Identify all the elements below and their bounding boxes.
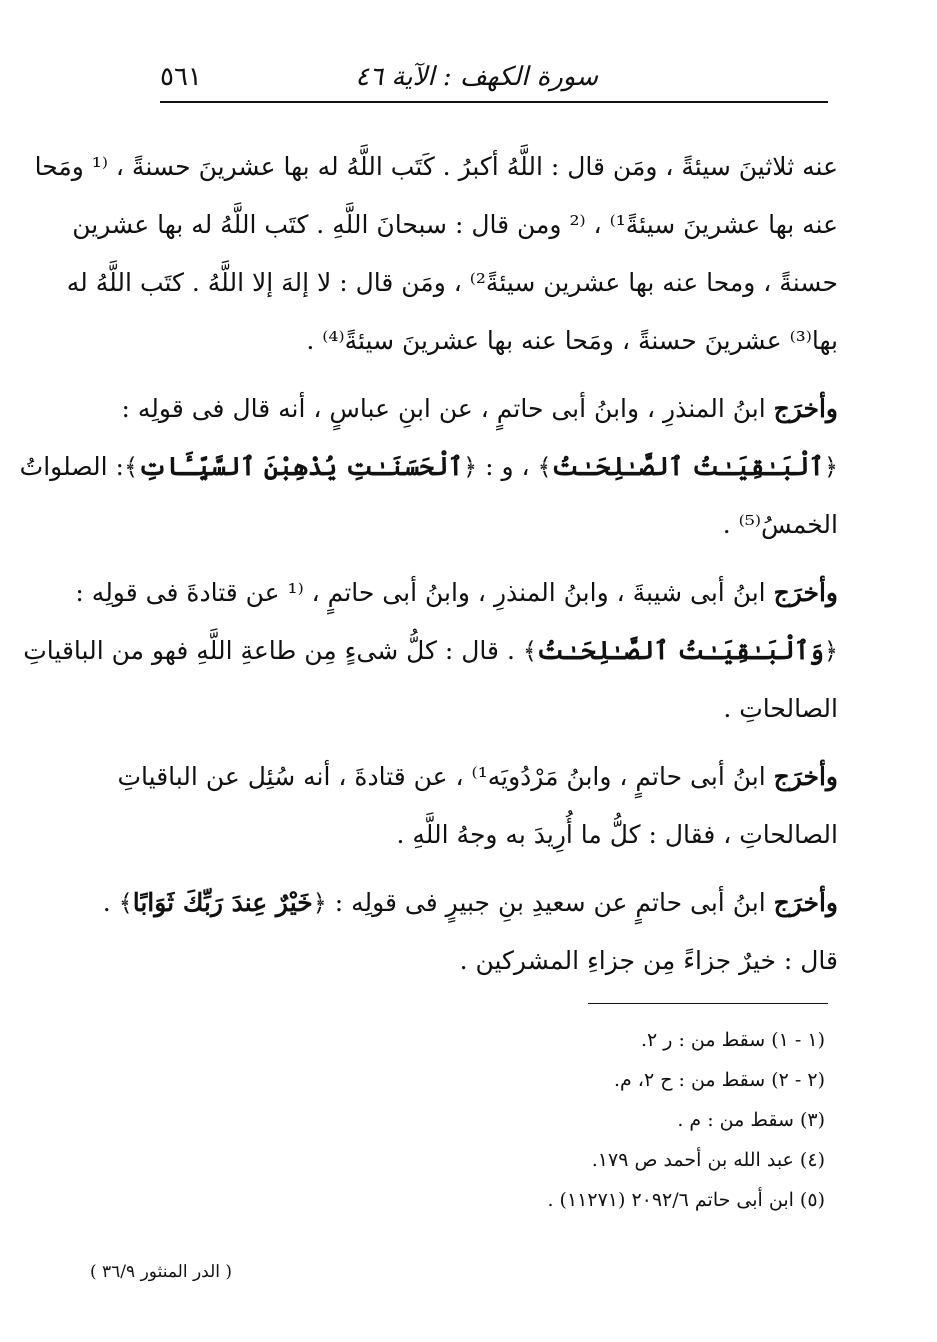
footnotes bbox=[405, 1020, 825, 1220]
text-segment: حسنةً ، ومحا عنه بها عشرين سيئةً²⁾ ، ومَن قال : لا إلهَ إلا اللَّهُ . كتَب اللَّهُ له bbox=[66, 268, 838, 297]
text-line bbox=[34, 138, 838, 196]
running-title: سورة الكهف : الآية ٤٦ bbox=[355, 62, 598, 92]
paragraph bbox=[102, 874, 838, 990]
text-segment: بها⁽³⁾ عشرينَ حسنةً ، ومَحا عنه بها عشرينَ سيئةً⁽⁴⁾ . bbox=[306, 326, 838, 355]
quran-bracket: ﴾ bbox=[537, 453, 552, 481]
text-line bbox=[150, 496, 838, 554]
text-segment: ابنُ المنذرِ ، وابنُ أبى حاتمٍ ، عن ابنِ عباسٍ ، أنه قال فى قولِه : bbox=[121, 394, 774, 423]
quran-bracket: ﴾ bbox=[118, 889, 133, 917]
text-segment: . bbox=[102, 888, 119, 917]
paragraph bbox=[19, 380, 838, 554]
header-rule bbox=[160, 101, 828, 103]
text-line bbox=[150, 680, 838, 738]
quran-bracket: ﴾ bbox=[123, 453, 139, 481]
source-reference: ( الدر المنثور ٣٦/٩ ) bbox=[90, 1262, 233, 1282]
quran-quote: ٱلْبَـٰقِيَـٰتُ ٱلصَّـٰلِحَـٰتُ bbox=[551, 452, 824, 481]
footnote-separator bbox=[588, 1003, 828, 1004]
page-header bbox=[160, 58, 828, 102]
text-line bbox=[121, 380, 838, 438]
lead-verb: وأخرَج bbox=[773, 578, 838, 607]
footnote: (٢ - ٢) سقط من : ح ٢، م. bbox=[613, 1069, 825, 1091]
text-line bbox=[117, 748, 838, 806]
text-line bbox=[23, 622, 838, 680]
footnote: (٤) عبد الله بن أحمد ص ١٧٩. bbox=[591, 1149, 825, 1171]
text-line bbox=[72, 196, 838, 254]
text-line bbox=[102, 874, 838, 932]
text-segment: : الصلواتُ bbox=[19, 452, 124, 481]
text-segment: . قال : كلُّ شىءٍ مِن طاعةِ اللَّهِ فهو من الباقياتِ bbox=[23, 636, 523, 665]
text-line bbox=[19, 438, 838, 496]
quran-bracket: ﴿ bbox=[823, 637, 838, 665]
text-line bbox=[75, 564, 838, 622]
text-segment: عنه بها عشرينَ سيئةً¹⁾ ، ⁽² ومن قال : سبحانَ اللَّهِ . كتَب اللَّهُ له بها عشرين bbox=[72, 210, 838, 239]
text-segment: الخمسُ⁽⁵⁾ . bbox=[722, 510, 838, 539]
quran-quote: ٱلْحَسَنَـٰتِ يُذْهِبْنَ ٱلسَّيِّـَٔاتِ bbox=[138, 452, 464, 481]
text-segment: الصالحاتِ . bbox=[723, 694, 838, 723]
paragraph bbox=[117, 748, 838, 864]
lead-verb: وأخرَج bbox=[773, 888, 838, 917]
lead-verb: وأخرَج bbox=[773, 762, 838, 791]
footnote: (١ - ١) سقط من : ر ٢. bbox=[640, 1029, 825, 1051]
quran-bracket: ﴾ bbox=[522, 637, 537, 665]
quran-quote: خَيْرٌ عِندَ رَبِّكَ ثَوَابًا bbox=[132, 888, 313, 917]
quran-quote: وَٱلْبَـٰقِيَـٰتُ ٱلصَّـٰلِحَـٰتُ bbox=[536, 636, 824, 665]
text-line bbox=[150, 932, 838, 990]
text-line bbox=[66, 254, 838, 312]
footnote: (٥) ابن أبى حاتم ٢٠٩٢/٦ (١١٢٧١) . bbox=[547, 1189, 825, 1211]
text-segment: الصالحاتِ ، فقال : كلُّ ما أُرِيدَ به وجهُ اللَّهِ . bbox=[396, 820, 838, 849]
text-segment: ابنُ أبى حاتمٍ عن سعيدِ بنِ جبيرٍ فى قولِه : bbox=[326, 888, 774, 917]
quran-bracket: ﴿ bbox=[463, 453, 478, 481]
text-segment: عنه ثلاثينَ سيئةً ، ومَن قال : اللَّهُ أكبرُ . كَتَب اللَّهُ له بها عشرينَ حسنةً ، ⁽¹ ومَحا bbox=[34, 152, 838, 181]
text-line bbox=[150, 312, 838, 370]
quran-bracket: ﴿ bbox=[312, 889, 327, 917]
footnote: (٣) سقط من : م . bbox=[677, 1109, 825, 1131]
quran-bracket: ﴿ bbox=[823, 453, 838, 481]
text-segment: ، و : bbox=[477, 452, 538, 481]
text-line bbox=[150, 806, 838, 864]
lead-verb: وأخرَج bbox=[773, 394, 838, 423]
page-number: ٥٦١ bbox=[160, 62, 202, 92]
text-segment: ابنُ أبى حاتمٍ ، وابنُ مَرْدُويَه¹⁾ ، عن قتادةَ ، أنه سُئِل عن الباقياتِ bbox=[117, 762, 774, 791]
paragraph bbox=[23, 564, 838, 738]
text-segment: قال : خيرٌ جزاءً مِن جزاءِ المشركين . bbox=[459, 946, 838, 975]
body-text bbox=[19, 138, 838, 1000]
paragraph bbox=[34, 138, 838, 370]
text-segment: ابنُ أبى شيبةَ ، وابنُ المنذرِ ، وابنُ أبى حاتمٍ ، ⁽¹ عن قتادةَ فى قولِه : bbox=[75, 578, 774, 607]
